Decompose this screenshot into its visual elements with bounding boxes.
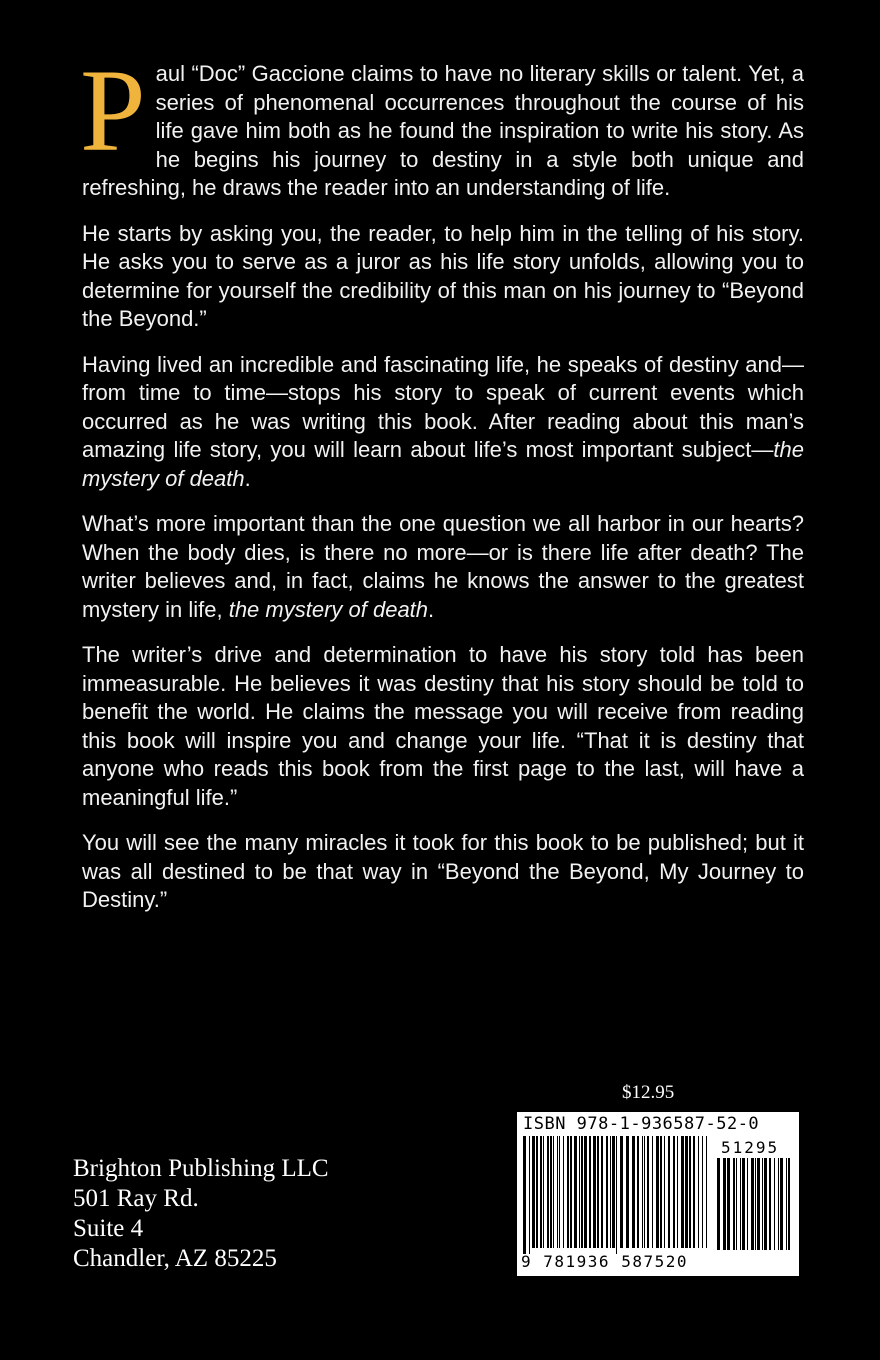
blurb-paragraph-1-text: aul “Doc” Gaccione claims to have no literary skills or talent. Yet, a series of phenomenal occurrences throughout the course of his life gave him both as he found the inspiration to write his story. As he begins his journey to destiny in a style both unique and refreshing, he draws the reader into an understanding of life. — [82, 61, 804, 200]
barcode-bar — [612, 1136, 615, 1248]
barcode-bar — [606, 1136, 608, 1248]
barcode-bar — [563, 1136, 564, 1248]
barcode-bar — [584, 1136, 587, 1248]
barcode-bar — [788, 1158, 790, 1250]
barcode-bar — [656, 1136, 659, 1248]
barcode-bar — [574, 1136, 577, 1248]
blurb-paragraph-3-italic: the mystery of death — [82, 437, 804, 491]
barcode-bar — [593, 1136, 596, 1248]
barcode-bar — [668, 1136, 670, 1248]
blurb-paragraph-6: You will see the many miracles it took for this book to be published; but it was all destined to be that way in “Beyond the Beyond, My Journey to Destiny.” — [82, 830, 804, 912]
barcode-bar — [550, 1136, 552, 1248]
blurb-paragraph-1 — [80, 45, 804, 203]
barcode-bar — [774, 1158, 775, 1250]
barcode-bar — [693, 1136, 695, 1248]
barcode-bar — [540, 1136, 542, 1248]
barcode-bar — [673, 1136, 675, 1248]
barcode-bar — [747, 1158, 748, 1250]
barcode-bar — [681, 1136, 684, 1248]
blurb-paragraph-4 — [82, 510, 804, 624]
barcode-bar — [685, 1136, 688, 1248]
barcode-bar — [536, 1136, 538, 1248]
publisher-name: Brighton Publishing LLC — [73, 1155, 329, 1182]
price-addon-bars — [717, 1158, 793, 1250]
barcode-bar — [757, 1158, 760, 1250]
barcode-bar — [740, 1158, 741, 1250]
barcode-bar — [626, 1136, 629, 1248]
barcode-bar — [698, 1136, 699, 1248]
barcode-bar — [755, 1158, 756, 1250]
price-code-digits: 51295 — [721, 1138, 780, 1157]
barcode-bar — [778, 1158, 779, 1250]
barcode-bar — [579, 1136, 580, 1248]
barcode-bar — [547, 1136, 549, 1248]
barcode-bar — [786, 1158, 787, 1250]
publisher-suite: Suite 4 — [73, 1215, 144, 1242]
barcode-bar — [664, 1136, 665, 1248]
isbn-label: ISBN 978-1-936587-52-0 — [523, 1114, 760, 1134]
price-label: $12.95 — [622, 1082, 675, 1103]
ean-digits: 9 781936 587520 — [521, 1252, 688, 1271]
barcode-bar — [723, 1158, 726, 1250]
barcode-bar — [660, 1136, 662, 1248]
barcode-bar — [532, 1136, 535, 1248]
barcode-bar — [620, 1136, 623, 1248]
barcode-bar — [689, 1136, 691, 1248]
back-cover-blurb — [80, 45, 804, 932]
blurb-paragraph-2: He starts by asking you, the reader, to help him in the telling of his story. He asks you to serve as a juror as his life story unfolds, allowing you to determine for yourself the credibility of this man on his journey to “Beyond the Beyond.” — [82, 220, 804, 331]
barcode-bar — [717, 1158, 720, 1250]
barcode-bar — [529, 1136, 530, 1254]
barcode-bar — [567, 1136, 569, 1248]
barcode-bar — [637, 1136, 639, 1248]
barcode-bar — [601, 1136, 603, 1248]
barcode-bar — [762, 1158, 763, 1250]
barcode-bar — [543, 1136, 544, 1248]
barcode-bar — [559, 1136, 560, 1248]
isbn-barcode — [517, 1112, 799, 1276]
publisher-street: 501 Ray Rd. — [73, 1185, 199, 1212]
barcode-bar — [677, 1136, 678, 1248]
barcode-bar — [742, 1158, 745, 1250]
barcode-bar — [597, 1136, 599, 1248]
barcode-bar — [647, 1136, 649, 1248]
blurb-paragraph-4-italic: the mystery of death — [228, 596, 429, 622]
blurb-paragraph-5: The writer’s drive and determination to have his story told has been immeasurable. He believes it was destiny that his story should be told to benefit the world. He claims the message you will receive from reading this book will inspire you and change your life. “That it is destiny that anyone who reads this book from the first page to the last, will have a meaningful life.” — [82, 642, 804, 810]
barcode-bar — [557, 1136, 558, 1248]
barcode-bar — [736, 1158, 737, 1250]
blurb-paragraph-4-text: What’s more important than the one question we all harbor in our hearts? When the body dies, is there no more—or is there life after death? The writer believes and, in fact, claims he knows the answer to the greatest mystery in life, — [82, 511, 804, 622]
barcode-bar — [523, 1136, 526, 1254]
publisher-city: Chandler, AZ 85225 — [73, 1245, 277, 1272]
barcode-bar — [632, 1136, 635, 1248]
blurb-paragraph-4-end: . — [428, 596, 435, 622]
barcode-bar — [642, 1136, 643, 1248]
blurb-paragraph-3-text: Having lived an incredible and fascinating life, he speaks of destiny and—from time to time—stops his story to speak of current events which occurred as he was writing this book. After reading about this man’s amazing life story, you will learn about life’s most important subject— — [82, 351, 804, 462]
barcode-bar — [553, 1136, 554, 1248]
ean-barcode-bars — [523, 1136, 713, 1254]
barcode-bar — [733, 1158, 735, 1250]
drop-cap: P — [80, 45, 146, 176]
barcode-bar — [589, 1136, 591, 1248]
barcode-bar — [702, 1136, 703, 1248]
barcode-bar — [570, 1136, 572, 1248]
barcode-bar — [644, 1136, 645, 1248]
barcode-bar — [581, 1136, 583, 1248]
barcode-bar — [652, 1136, 653, 1248]
blurb-paragraph-3 — [82, 351, 804, 494]
barcode-bar — [727, 1158, 730, 1250]
barcode-bar — [751, 1158, 754, 1250]
barcode-bar — [706, 1136, 707, 1248]
barcode-bar — [610, 1136, 611, 1248]
barcode-bar — [769, 1158, 771, 1250]
publisher-address — [73, 1154, 329, 1274]
blurb-paragraph-3-end: . — [244, 465, 251, 491]
barcode-bar — [780, 1158, 783, 1250]
barcode-bar — [616, 1136, 617, 1254]
barcode-bar — [764, 1158, 767, 1250]
